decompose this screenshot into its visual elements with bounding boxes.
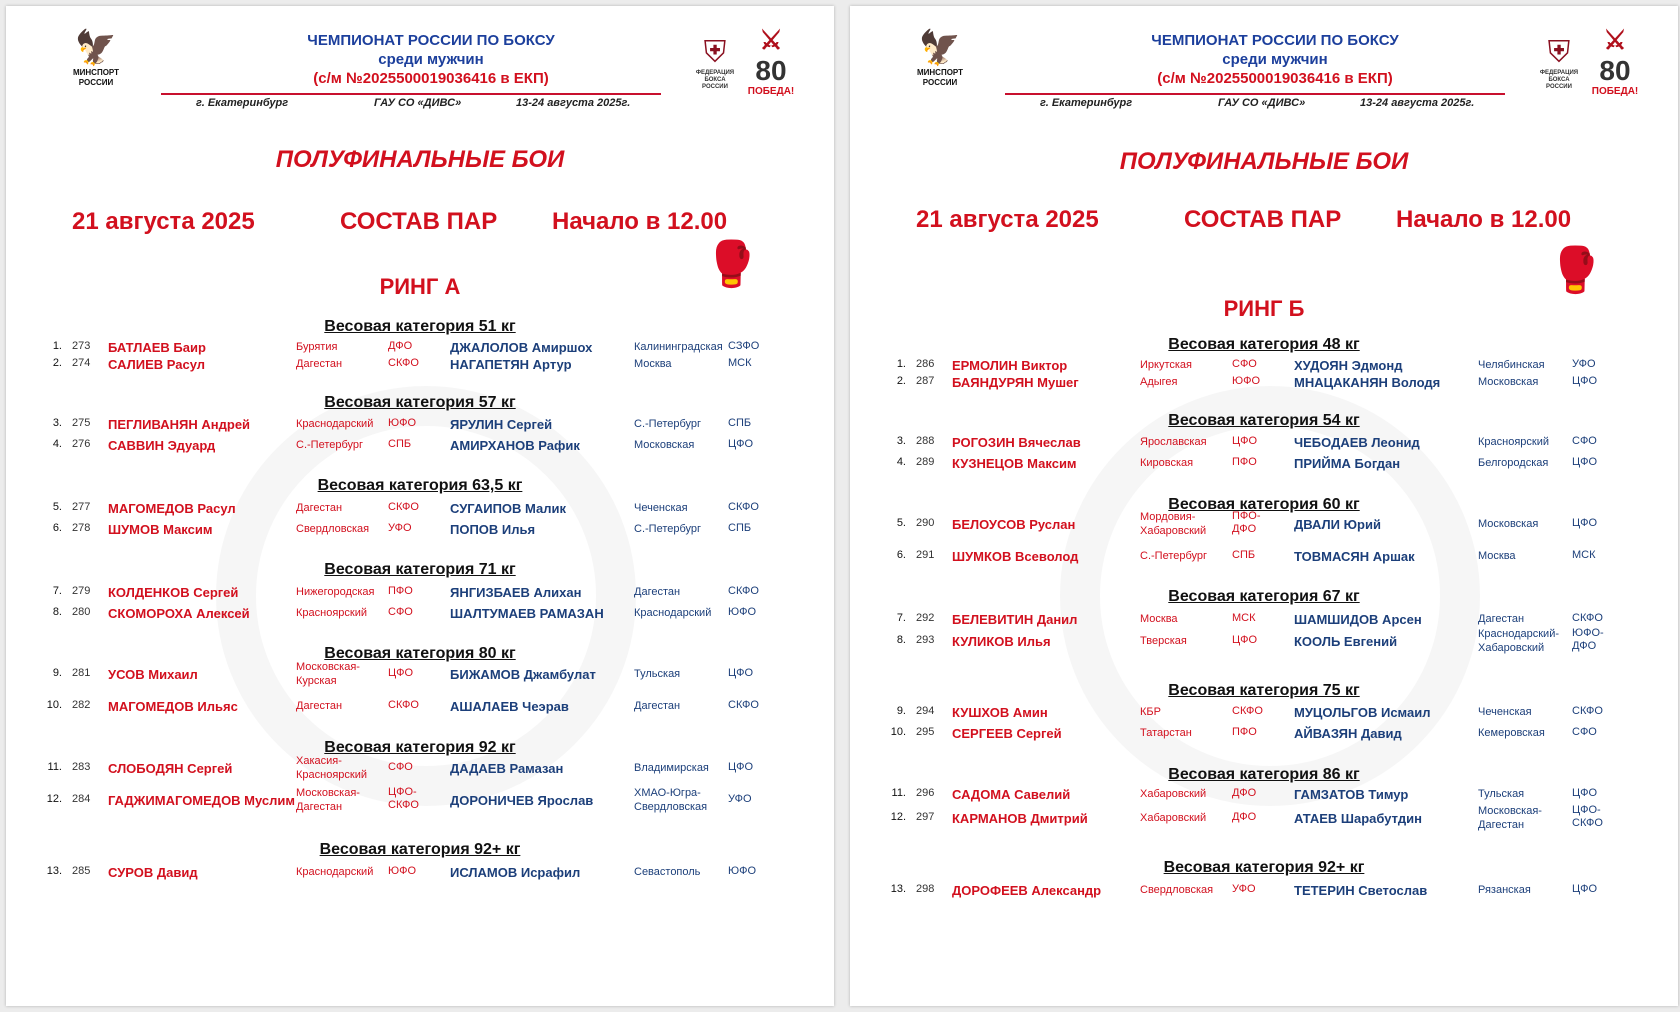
bout-index: 3. (896, 435, 906, 447)
red-corner-district: ЦФО (1232, 634, 1258, 646)
blue-corner-region: Красноярский (1478, 436, 1550, 448)
bout-number: 279 (72, 585, 91, 597)
bout-row (6, 698, 834, 732)
bout-row (850, 510, 1678, 550)
red-corner-region: Московская- Дагестан (296, 787, 360, 813)
bout-index: 9. (896, 705, 906, 717)
blue-corner-district: ЦФО (728, 761, 754, 773)
blue-corner-district: ЦФО (1572, 517, 1598, 529)
blue-corner-region: Чеченская (634, 502, 688, 514)
blue-corner-region: Краснодарский- Хабаровский (1478, 628, 1560, 654)
red-corner-district: ЦФО (1232, 435, 1258, 447)
minsport-label: МИНСПОРТ РОССИИ (72, 68, 120, 87)
blue-corner-district: УФО (728, 793, 752, 805)
blue-corner-region: ХМАО-Югра- Свердловская (634, 787, 708, 813)
bout-row (850, 882, 1678, 916)
blue-corner-district: УФО (1572, 358, 1596, 370)
venue-dates: 13-24 августа 2025г. (1360, 97, 1475, 109)
blue-corner-region: Москва (634, 358, 672, 370)
red-corner-region: Бурятия (296, 341, 338, 353)
blue-corner-name: ЯНГИЗБАЕВ Алихан (450, 585, 582, 600)
red-corner-region: Нижегородская (296, 586, 375, 598)
blue-corner-district: ЦФО (1572, 883, 1598, 895)
bout-index: 2. (896, 375, 906, 387)
red-corner-region: Хакасия- Красноярский (296, 755, 368, 781)
eagle-icon: 🦅 (74, 29, 118, 67)
red-corner-region: Москва (1140, 613, 1178, 625)
blue-corner-district: ЦФО- СКФО (1572, 804, 1603, 829)
weight-category-title: Весовая категория 92+ кг (319, 841, 521, 858)
championship-registry: (с/м №2025500019036416 в ЕКП) (313, 70, 549, 87)
protocol-page-ring-b (850, 6, 1678, 1006)
red-corner-region: Адыгея (1140, 376, 1178, 388)
victory-word: ПОБЕДА! (1591, 86, 1639, 97)
bout-index: 12. (890, 811, 906, 823)
victory-80-logo (1590, 24, 1640, 98)
red-corner-district: ДФО (1232, 811, 1257, 823)
victory-number: 80 (1599, 55, 1631, 86)
shield-icon: ⛨ (1547, 36, 1571, 69)
weight-category-title: Весовая категория 92+ кг (1163, 859, 1365, 876)
championship-line-1: ЧЕМПИОНАТ РОССИИ ПО БОКСУ (307, 32, 555, 49)
red-corner-district: ПФО (1232, 726, 1257, 738)
blue-corner-district: МСК (728, 357, 752, 369)
bout-index: 7. (52, 585, 62, 597)
red-corner-district: СКФО (388, 699, 419, 711)
bout-index: 13. (46, 865, 62, 877)
bout-index: 8. (52, 606, 62, 618)
blue-corner-region: Чеченская (1478, 706, 1532, 718)
red-corner-name: ГАДЖИМАГОМЕДОВ Муслим (108, 793, 296, 808)
bout-number: 296 (916, 787, 935, 799)
page-title: ПОЛУФИНАЛЬНЫЕ БОИ (275, 146, 565, 173)
blue-corner-region: С.-Петербург (634, 523, 702, 535)
blue-corner-name: МНАЦАКАНЯН Володя (1294, 375, 1441, 390)
bout-index: 13. (890, 883, 906, 895)
championship-registry: (с/м №2025500019036416 в ЕКП) (1157, 70, 1393, 87)
blue-corner-region: Московская (634, 439, 695, 451)
red-corner-name: УСОВ Михаил (108, 667, 198, 682)
weight-category-title: Весовая категория 60 кг (1168, 496, 1360, 513)
bout-index: 10. (890, 726, 906, 738)
header (6, 6, 834, 121)
blue-corner-region: Белгородская (1478, 457, 1549, 469)
minsport-logo (900, 28, 980, 88)
bout-index: 1. (52, 340, 62, 352)
federation-label: ФЕДЕРАЦИЯ БОКСА РОССИИ (1539, 70, 1579, 90)
bout-index: 7. (896, 612, 906, 624)
blue-corner-district: СФО (1572, 726, 1597, 738)
red-corner-district: УФО (1232, 883, 1256, 895)
bout-number: 283 (72, 761, 91, 773)
bout-number: 295 (916, 726, 935, 738)
header-divider (161, 93, 661, 95)
bout-number: 277 (72, 501, 91, 513)
red-corner-district: МСК (1232, 612, 1256, 624)
blue-corner-name: АЙВАЗЯН Давид (1294, 726, 1402, 741)
red-corner-name: КУШХОВ Амин (952, 705, 1048, 720)
bout-index: 2. (52, 357, 62, 369)
bout-row (6, 661, 834, 700)
bout-index: 12. (46, 793, 62, 805)
bout-row (6, 755, 834, 794)
blue-corner-district: ЮФО (728, 865, 757, 877)
bout-number: 274 (72, 357, 91, 369)
red-corner-name: БАТЛАЕВ Баир (108, 340, 206, 355)
blue-corner-district: СФО (1572, 435, 1597, 447)
federation-logo (1535, 36, 1583, 91)
blue-corner-region: Рязанская (1478, 884, 1531, 896)
red-corner-district: ЮФО (388, 417, 417, 429)
blue-corner-name: ПРИЙМА Богдан (1294, 456, 1401, 471)
red-corner-name: САДОМА Савелий (952, 787, 1071, 802)
pairs-label: СОСТАВ ПАР (340, 208, 498, 235)
blue-corner-district: СКФО (728, 699, 759, 711)
blue-corner-name: НАГАПЕТЯН Артур (450, 357, 572, 372)
blue-corner-region: Дагестан (634, 700, 681, 712)
blue-corner-district: ЦФО (728, 667, 754, 679)
ring-title: РИНГ А (379, 274, 461, 299)
protocol-page-ring-a (6, 6, 834, 1006)
red-corner-district: СФО (388, 761, 413, 773)
bout-row (850, 804, 1678, 844)
bout-row (850, 374, 1678, 408)
venue-name: ГАУ СО «ДИВС» (374, 97, 462, 109)
blue-corner-name: ШАЛТУМАЕВ РАМАЗАН (450, 606, 604, 621)
red-corner-region: Красноярский (296, 607, 368, 619)
blue-corner-district: ЦФО (1572, 787, 1598, 799)
ring-title: РИНГ Б (1223, 296, 1305, 321)
weight-category-title: Весовая категория 54 кг (1168, 412, 1360, 429)
blue-corner-district: ЮФО (728, 606, 757, 618)
red-corner-district: СФО (1232, 358, 1257, 370)
bout-index: 3. (52, 417, 62, 429)
federation-logo (691, 36, 739, 91)
red-corner-district: ПФО (1232, 456, 1257, 468)
boxer-icon: 🥊 (1548, 246, 1603, 295)
red-corner-name: МАГОМЕДОВ Расул (108, 501, 236, 516)
blue-corner-district: ЦФО (728, 438, 754, 450)
red-corner-district: СПБ (388, 438, 412, 450)
bout-date: 21 августа 2025 (916, 206, 1099, 233)
bout-number: 276 (72, 438, 91, 450)
championship-title (206, 31, 656, 88)
championship-line-1: ЧЕМПИОНАТ РОССИИ ПО БОКСУ (1151, 32, 1399, 49)
bout-number: 294 (916, 705, 935, 717)
red-corner-region: Хабаровский (1140, 812, 1207, 824)
bout-row (850, 627, 1678, 667)
bout-number: 288 (916, 435, 935, 447)
blue-corner-district: ЮФО- ДФО (1572, 627, 1604, 652)
red-corner-name: БАЯНДУРЯН Мушег (952, 375, 1079, 390)
blue-corner-name: АШАЛАЕВ Чеэрав (450, 699, 569, 714)
bout-number: 282 (72, 699, 91, 711)
bout-number: 286 (916, 358, 935, 370)
venue-city: г. Екатеринбург (1040, 97, 1133, 109)
championship-line-2: среди мужчин (378, 51, 484, 68)
bout-number: 281 (72, 667, 91, 679)
red-corner-district: СКФО (1232, 705, 1263, 717)
blue-corner-name: ХУДОЯН Эдмонд (1294, 358, 1403, 373)
red-corner-district: СФО (388, 606, 413, 618)
blue-corner-district: МСК (1572, 549, 1596, 561)
championship-title (1050, 31, 1500, 88)
red-corner-name: СУРОВ Давид (108, 865, 198, 880)
bout-row (850, 725, 1678, 759)
start-time: Начало в 12.00 (1396, 206, 1572, 233)
red-corner-district: ЮФО (1232, 375, 1261, 387)
red-corner-name: ПЕГЛИВАНЯН Андрей (108, 417, 251, 432)
victory-word: ПОБЕДА! (747, 86, 795, 97)
header-divider (1005, 93, 1505, 95)
bout-number: 287 (916, 375, 935, 387)
bout-number: 275 (72, 417, 91, 429)
bout-index: 11. (891, 787, 906, 799)
red-corner-region: Тверская (1140, 635, 1187, 647)
blue-corner-region: Севастополь (634, 866, 701, 878)
blue-corner-region: Московская (1478, 376, 1539, 388)
bout-index: 5. (52, 501, 62, 513)
blue-corner-name: АМИРХАНОВ Рафик (450, 438, 580, 453)
red-corner-district: СПБ (1232, 549, 1256, 561)
red-corner-region: Краснодарский (296, 866, 374, 878)
boxer-icon: 🥊 (704, 240, 759, 289)
bout-number: 280 (72, 606, 91, 618)
bout-index: 4. (52, 438, 62, 450)
blue-corner-name: КООЛЬ Евгений (1294, 634, 1398, 649)
red-corner-region: Краснодарский (296, 418, 374, 430)
red-corner-name: СЕРГЕЕВ Сергей (952, 726, 1062, 741)
red-corner-region: Дагестан (296, 700, 343, 712)
red-corner-region: С.-Петербург (296, 439, 364, 451)
red-corner-region: Татарстан (1140, 727, 1192, 739)
bout-number: 285 (72, 865, 91, 877)
red-corner-region: Дагестан (296, 502, 343, 514)
blue-corner-region: Тульская (634, 668, 681, 680)
bout-row (6, 864, 834, 898)
red-corner-district: ПФО- ДФО (1232, 510, 1261, 535)
blue-corner-name: ДАДАЕВ Рамазан (450, 761, 564, 776)
red-corner-name: САВВИН Эдуард (108, 438, 216, 453)
bout-index: 9. (52, 667, 62, 679)
blue-corner-name: МУЦОЛЬГОВ Исмаил (1294, 705, 1431, 720)
red-corner-name: КУЛИКОВ Илья (952, 634, 1051, 649)
weight-category-title: Весовая категория 75 кг (1168, 682, 1360, 699)
blue-corner-name: ПОПОВ Илья (450, 522, 536, 537)
bout-row (6, 786, 834, 826)
red-corner-region: Мордовия- Хабаровский (1140, 511, 1207, 537)
bout-row (850, 455, 1678, 489)
bout-index: 1. (896, 358, 906, 370)
blue-corner-region: Тульская (1478, 788, 1525, 800)
red-corner-region: КБР (1140, 706, 1161, 718)
blue-corner-district: СПБ (728, 522, 752, 534)
weight-category-title: Весовая категория 57 кг (324, 394, 516, 411)
blue-corner-region: Челябинская (1478, 359, 1545, 371)
red-corner-name: САЛИЕВ Расул (108, 357, 206, 372)
bout-number: 284 (72, 793, 91, 805)
victory-80-logo (746, 24, 796, 98)
red-corner-region: Свердловская (296, 523, 370, 535)
red-corner-district: ДФО (388, 340, 413, 352)
venue-dates: 13-24 августа 2025г. (516, 97, 631, 109)
weight-category-title: Весовая категория 51 кг (324, 318, 516, 335)
red-corner-region: С.-Петербург (1140, 550, 1208, 562)
weight-category-title: Весовая категория 48 кг (1168, 336, 1360, 353)
bout-index: 10. (46, 699, 62, 711)
minsport-label: МИНСПОРТ РОССИИ (916, 68, 964, 87)
start-time: Начало в 12.00 (552, 208, 728, 235)
header (850, 6, 1678, 121)
weight-category-title: Весовая категория 92 кг (324, 739, 516, 756)
red-corner-district: ЦФО- СКФО (388, 786, 419, 811)
red-corner-name: КОЛДЕНКОВ Сергей (108, 585, 239, 600)
championship-line-2: среди мужчин (1222, 51, 1328, 68)
red-corner-district: ДФО (1232, 787, 1257, 799)
red-corner-name: ШУМОВ Максим (108, 522, 213, 537)
red-corner-region: Кировская (1140, 457, 1194, 469)
blue-corner-district: ЦФО (1572, 375, 1598, 387)
red-corner-district: ЦФО (388, 667, 414, 679)
bout-number: 291 (916, 549, 935, 561)
red-corner-name: БЕЛЕВИТИН Данил (952, 612, 1078, 627)
red-corner-name: РОГОЗИН Вячеслав (952, 435, 1081, 450)
weight-category-title: Весовая категория 86 кг (1168, 766, 1360, 783)
red-corner-district: СКФО (388, 501, 419, 513)
eagle-icon: 🦅 (918, 29, 962, 67)
bout-index: 4. (896, 456, 906, 468)
weight-category-title: Весовая категория 71 кг (324, 561, 516, 578)
bout-number: 293 (916, 634, 935, 646)
blue-corner-region: Краснодарский (634, 607, 712, 619)
blue-corner-name: ЧЕБОДАЕВ Леонид (1294, 435, 1420, 450)
red-corner-region: Московская- Курская (296, 661, 360, 687)
red-corner-region: Дагестан (296, 358, 343, 370)
blue-corner-name: ТОВМАСЯН Аршак (1294, 549, 1415, 564)
blue-corner-name: ГАМЗАТОВ Тимур (1294, 787, 1409, 802)
bout-index: 8. (896, 634, 906, 646)
bout-date: 21 августа 2025 (72, 208, 255, 235)
red-corner-name: ЕРМОЛИН Виктор (952, 358, 1068, 373)
blue-corner-name: БИЖАМОВ Джамбулат (450, 667, 596, 682)
blue-corner-region: Московская (1478, 518, 1539, 530)
bout-index: 5. (896, 517, 906, 529)
minsport-logo (56, 28, 136, 88)
pairs-label: СОСТАВ ПАР (1184, 206, 1342, 233)
red-corner-name: ШУМКОВ Всеволод (952, 549, 1079, 564)
red-corner-name: КУЗНЕЦОВ Максим (952, 456, 1077, 471)
red-corner-name: БЕЛОУСОВ Руслан (952, 517, 1076, 532)
blue-corner-name: ИСЛАМОВ Исрафил (450, 865, 581, 880)
venue-city: г. Екатеринбург (196, 97, 289, 109)
blue-corner-district: СКФО (1572, 612, 1603, 624)
blue-corner-region: Дагестан (634, 586, 681, 598)
red-corner-region: Свердловская (1140, 884, 1214, 896)
red-corner-district: ЮФО (388, 865, 417, 877)
bout-number: 298 (916, 883, 935, 895)
blue-corner-region: Москва (1478, 550, 1516, 562)
bout-row (6, 437, 834, 471)
blue-corner-name: ДЖАЛОЛОВ Амиршох (450, 340, 593, 355)
bout-number: 278 (72, 522, 91, 534)
shield-icon: ⛨ (703, 36, 727, 69)
bout-index: 11. (47, 761, 62, 773)
bout-index: 6. (52, 522, 62, 534)
victory-number: 80 (755, 55, 787, 86)
red-corner-name: СКОМОРОХА Алексей (108, 606, 250, 621)
red-corner-district: СКФО (388, 357, 419, 369)
bout-number: 273 (72, 340, 91, 352)
page-title: ПОЛУФИНАЛЬНЫЕ БОИ (1119, 148, 1409, 175)
blue-corner-region: Московская- Дагестан (1478, 805, 1542, 831)
red-corner-region: Ярославская (1140, 436, 1207, 448)
blue-corner-region: С.-Петербург (634, 418, 702, 430)
blue-corner-region: Калининградская (634, 341, 723, 353)
blue-corner-region: Владимирская (634, 762, 709, 774)
red-corner-district: УФО (388, 522, 412, 534)
bout-number: 289 (916, 456, 935, 468)
red-corner-region: Хабаровский (1140, 788, 1207, 800)
bout-row (6, 605, 834, 639)
blue-corner-district: СКФО (728, 585, 759, 597)
red-corner-name: КАРМАНОВ Дмитрий (952, 811, 1088, 826)
weight-category-title: Весовая категория 63,5 кг (317, 477, 523, 494)
blue-corner-name: АТАЕВ Шарабутдин (1294, 811, 1422, 826)
bout-row (850, 548, 1678, 582)
blue-corner-name: СУГАИПОВ Малик (450, 501, 567, 516)
weight-category-title: Весовая категория 80 кг (324, 645, 516, 662)
federation-label: ФЕДЕРАЦИЯ БОКСА РОССИИ (695, 70, 735, 90)
blue-corner-name: ШАМШИДОВ Арсен (1294, 612, 1422, 627)
blue-corner-region: Дагестан (1478, 613, 1525, 625)
blue-corner-name: ДОРОНИЧЕВ Ярослав (450, 793, 594, 808)
bout-number: 290 (916, 517, 935, 529)
blue-corner-name: ДВАЛИ Юрий (1294, 517, 1381, 532)
statue-icon: ⚔ (759, 25, 783, 55)
blue-corner-district: СЗФО (728, 340, 760, 352)
red-corner-name: ДОРОФЕЕВ Александр (952, 883, 1102, 898)
blue-corner-name: ЯРУЛИН Сергей (450, 417, 553, 432)
weight-category-title: Весовая категория 67 кг (1168, 588, 1360, 605)
blue-corner-region: Кемеровская (1478, 727, 1545, 739)
statue-icon: ⚔ (1603, 25, 1627, 55)
blue-corner-district: СКФО (1572, 705, 1603, 717)
red-corner-name: МАГОМЕДОВ Ильяс (108, 699, 238, 714)
blue-corner-district: ЦФО (1572, 456, 1598, 468)
blue-corner-district: СПБ (728, 417, 752, 429)
blue-corner-name: ТЕТЕРИН Светослав (1294, 883, 1428, 898)
red-corner-district: ПФО (388, 585, 413, 597)
bout-number: 292 (916, 612, 935, 624)
bout-index: 6. (896, 549, 906, 561)
red-corner-name: СЛОБОДЯН Сергей (108, 761, 233, 776)
red-corner-region: Иркутская (1140, 359, 1193, 371)
bout-row (6, 521, 834, 555)
venue-name: ГАУ СО «ДИВС» (1218, 97, 1306, 109)
bout-number: 297 (916, 811, 935, 823)
blue-corner-district: СКФО (728, 501, 759, 513)
bout-row (6, 356, 834, 390)
